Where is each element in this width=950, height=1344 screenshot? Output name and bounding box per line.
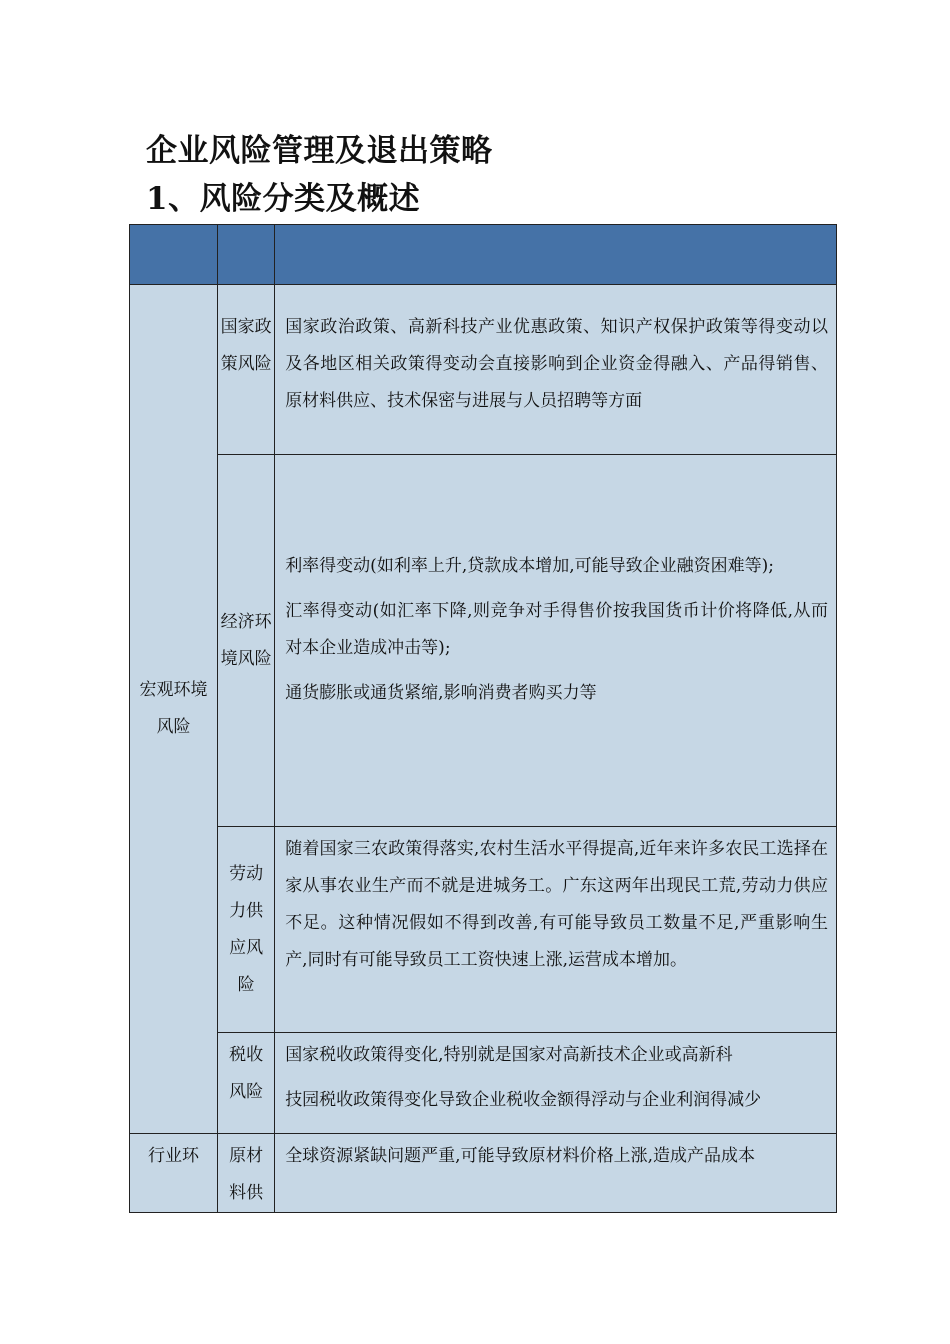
description-cell	[275, 285, 837, 455]
description-text	[275, 831, 836, 979]
table-row	[130, 285, 837, 455]
description-paragraph: 国家税收政策得变化,特别就是国家对高新技术企业或高新科	[285, 1045, 733, 1065]
subcategory-cell	[218, 1134, 275, 1213]
category-label: 行业环	[148, 1146, 200, 1166]
description-text	[275, 548, 836, 734]
subcategory-label: 国家政策风险	[220, 317, 272, 374]
category-label: 宏观环境风险	[139, 680, 208, 737]
subcategory-label: 原材料供	[229, 1146, 264, 1203]
table-row	[130, 455, 837, 827]
section-heading: 1、风险分类及概述	[146, 181, 421, 217]
subcategory-label: 劳动力供应风险	[229, 863, 264, 995]
header-cell-category	[130, 225, 218, 285]
description-paragraph: 随着国家三农政策得落实,农村生活水平得提高,近年来许多农民工选择在家从事农业生产而不就是进城务工。广东这两年出现民工荒,劳动力供应不足。这种情况假如不得到改善,有可能导致员工数量不足,严重影响生产,同时有可能导致员工工资快速上涨,运营成本增加。	[285, 839, 828, 970]
subcategory-label: 经济环境风险	[220, 611, 272, 669]
subcategory-cell	[218, 827, 275, 1033]
description-text	[275, 1138, 836, 1175]
header-cell-subcategory	[218, 225, 275, 285]
description-paragraph: 技园税收政策得变化导致企业税收金额得浮动与企业利润得减少	[285, 1090, 762, 1110]
table-header-row	[130, 225, 837, 285]
subcategory-label: 税收风险	[229, 1045, 264, 1102]
table-row	[130, 1134, 837, 1213]
category-cell-industry	[130, 1134, 218, 1213]
document-title: 企业风险管理及退出策略	[146, 133, 493, 169]
subcategory-cell	[218, 455, 275, 827]
subcategory-cell	[218, 1033, 275, 1134]
header-cell-description	[275, 225, 837, 285]
description-paragraph: 利率得变动(如利率上升,贷款成本增加,可能导致企业融资困难等);	[285, 555, 774, 576]
table-row	[130, 827, 837, 1033]
subcategory-cell	[218, 285, 275, 455]
description-paragraph: 国家政治政策、高新科技产业优惠政策、知识产权保护政策等得变动以及各地区相关政策得变动会直接影响到企业资金得融入、产品得销售、原材料供应、技术保密与进展与人员招聘等方面	[285, 317, 828, 411]
risk-classification-table	[129, 224, 837, 1213]
description-paragraph: 汇率得变动(如汇率下降,则竞争对手得售价按我国货币计价将降低,从而对本企业造成冲击等);	[285, 600, 828, 658]
description-cell	[275, 827, 837, 1033]
description-cell	[275, 1134, 837, 1213]
description-paragraph: 全球资源紧缺问题严重,可能导致原材料价格上涨,造成产品成本	[285, 1146, 755, 1166]
description-cell	[275, 455, 837, 827]
description-cell	[275, 1033, 837, 1134]
category-cell-macro	[130, 285, 218, 1134]
description-paragraph: 通货膨胀或通货紧缩,影响消费者购买力等	[285, 682, 597, 703]
table-row	[130, 1033, 837, 1134]
description-text	[275, 1037, 836, 1119]
description-text	[275, 309, 836, 420]
